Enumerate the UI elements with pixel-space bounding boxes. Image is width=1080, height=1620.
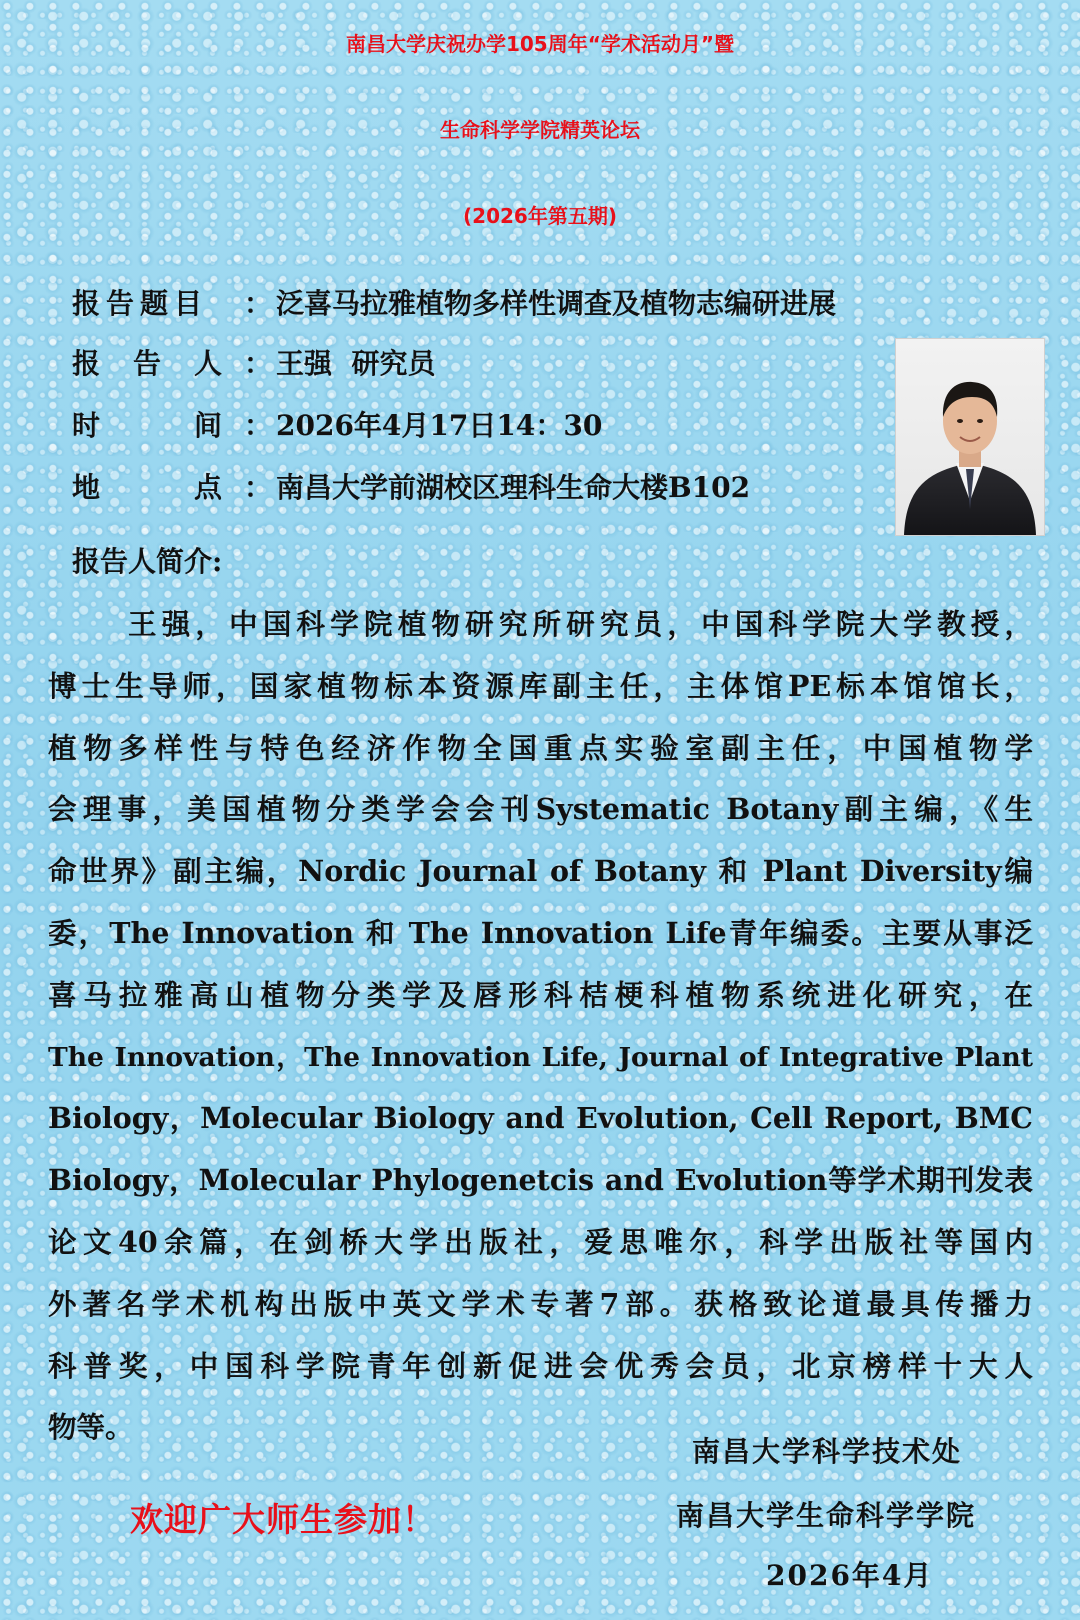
bio-line: 植物多样性与特色经济作物全国重点实验室副主任，中国植物学 (48, 730, 1033, 765)
bio-line: 物等。 (48, 1410, 134, 1445)
bio-line: 外著名学术机构出版中英文学术专著7部。获格致论道最具传播力 (48, 1286, 1033, 1321)
time-label (72, 404, 222, 444)
bio-line: 命世界》副主编，Nordic Journal of Botany 和 Plant Diversity编 (48, 854, 1033, 889)
bio-line: 喜马拉雅高山植物分类学及唇形科桔梗科植物系统进化研究，在 (48, 977, 1033, 1012)
colon: ： (244, 287, 273, 320)
bio-line: 博士生导师，国家植物标本资源库副主任，主体馆PE标本馆馆长， (48, 668, 1033, 703)
speaker-row (72, 342, 436, 382)
place-label (72, 466, 222, 506)
colon: ： (244, 347, 273, 380)
time-label-char: 间 (193, 409, 222, 442)
bio-line: 科普奖，中国科学院青年创新促进会优秀会员，北京榜样十大人 (48, 1348, 1033, 1383)
speaker-label-char: 人 (193, 347, 222, 380)
time-value: 2026年4月17日14：30 (276, 409, 603, 442)
speaker-label-char: 告 (132, 347, 161, 380)
speaker-label (72, 342, 222, 382)
title-line-1: 南昌大学庆祝办学105周年“学术活动月”暨 (345, 32, 735, 56)
place-value: 南昌大学前湖校区理科生命大楼B102 (276, 471, 751, 504)
speaker-portrait-icon (896, 339, 1044, 535)
place-row (72, 466, 750, 506)
bio-line: 委，The Innovation 和 The Innovation Life青年编委。主要从事泛 (48, 915, 1033, 950)
signature-date: 2026年4月 (766, 1559, 934, 1592)
time-label-char: 时 (72, 409, 101, 442)
bio-line: Biology，Molecular Biology and Evolution, Cell Report, BMC (48, 1101, 1033, 1136)
colon: ： (244, 409, 273, 442)
topic-label: 报告题目 (72, 287, 209, 320)
speaker-photo (895, 338, 1045, 536)
intro-heading: 报告人简介: (72, 545, 223, 578)
title-line-3: (2026年第五期) (463, 204, 617, 228)
place-label-char: 地 (72, 471, 101, 504)
speaker-value: 王强 研究员 (276, 347, 436, 380)
topic-row (72, 282, 836, 322)
welcome-text: 欢迎广大师生参加！ (130, 1500, 436, 1539)
time-row (72, 404, 602, 444)
bio-paragraph (48, 594, 1033, 1459)
bio-line: 王强，中国科学院植物研究所研究员，中国科学院大学教授， (128, 607, 1033, 641)
bio-line: 会理事，美国植物分类学会会刊Systematic Botany副主编，《生 (48, 792, 1033, 827)
topic-value: 泛喜马拉雅植物多样性调查及植物志编研进展 (276, 287, 837, 320)
bio-line: The Innovation，The Innovation Life, Journal of Integrative Plant (48, 1041, 1033, 1073)
title-line-2: 生命科学学院精英论坛 (440, 118, 640, 142)
bio-line: 论文40余篇，在剑桥大学出版社，爱思唯尔，科学出版社等国内 (48, 1224, 1033, 1259)
speaker-label-char: 报 (72, 347, 101, 380)
signature-org-1: 南昌大学科学技术处 (692, 1435, 963, 1468)
bio-line: Biology，Molecular Phylogenetcis and Evolution等学术期刊发表 (48, 1163, 1033, 1198)
signature-org-2: 南昌大学生命科学学院 (676, 1499, 977, 1532)
place-label-char: 点 (193, 471, 222, 504)
colon: ： (244, 471, 273, 504)
